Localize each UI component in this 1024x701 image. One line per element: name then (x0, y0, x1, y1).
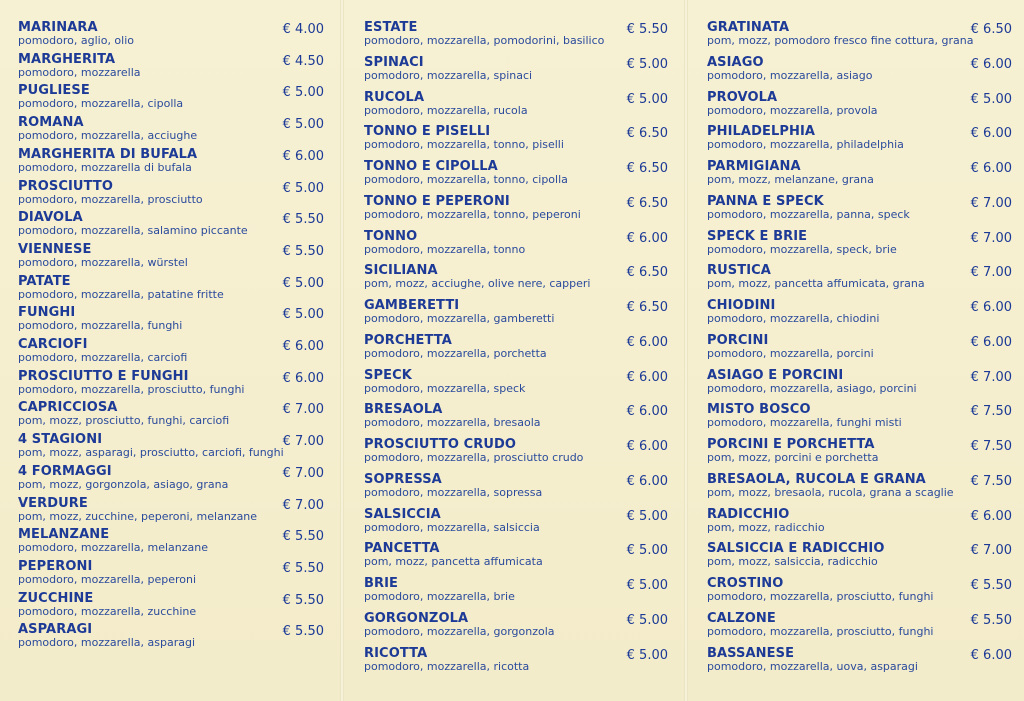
item-price: € 6.00 (970, 56, 1012, 72)
item-ingredients: pomodoro, mozzarella, melanzane (18, 541, 209, 555)
item-name: CAPRICCIOSA (18, 400, 118, 416)
menu-item (364, 507, 668, 541)
item-ingredients: pomodoro, mozzarella, prosciutto, funghi (707, 590, 934, 603)
item-price: € 5.50 (282, 243, 324, 259)
item-ingredients: pomodoro, mozzarella, chiodini (707, 312, 880, 325)
item-price: € 5.50 (282, 624, 324, 640)
menu-column-3 (688, 0, 1024, 701)
item-ingredients: pomodoro, mozzarella, tonno, piselli (364, 138, 564, 152)
item-ingredients: pomodoro, mozzarella, zucchine (18, 604, 197, 618)
item-name: MELANZANE (18, 527, 110, 543)
item-name: GRATINATA (707, 20, 790, 35)
menu-item (707, 229, 1012, 263)
item-name: SOPRESSA (364, 471, 442, 487)
item-ingredients: pom, mozz, bresaola, rucola, grana a scaglie (707, 485, 954, 499)
item-price: € 5.50 (282, 560, 324, 576)
menu-item (364, 229, 668, 263)
item-name: FUNGHI (18, 305, 76, 321)
item-price: € 5.00 (626, 543, 668, 559)
item-price: € 6.00 (970, 508, 1012, 524)
item-name: MARINARA (18, 20, 98, 35)
item-price: € 6.50 (970, 22, 1012, 37)
item-ingredients: pomodoro, mozzarella, pomodorini, basilico (364, 34, 605, 47)
item-name: GAMBERETTI (364, 298, 460, 313)
item-price: € 6.00 (626, 334, 668, 350)
item-name: SICILIANA (364, 263, 438, 279)
menu-item (707, 611, 1012, 645)
item-name: ASIAGO (707, 54, 764, 70)
item-name: SALSICCIA (364, 506, 441, 522)
item-ingredients: pomodoro, mozzarella, asiago (707, 68, 873, 82)
item-name: ESTATE (364, 20, 418, 35)
item-price: € 5.00 (282, 85, 324, 101)
item-name: RUCOLA (364, 89, 425, 105)
item-ingredients: pomodoro, mozzarella, patatine fritte (18, 287, 224, 301)
item-name: BRIE (364, 576, 399, 591)
item-ingredients: pomodoro, mozzarella, funghi (18, 319, 183, 333)
item-ingredients: pomodoro, mozzarella (18, 65, 141, 79)
menu-item (18, 527, 324, 561)
item-ingredients: pomodoro, mozzarella, philadelphia (707, 138, 904, 152)
item-price: € 6.00 (282, 339, 324, 354)
menu-item (707, 472, 1012, 506)
menu-item (707, 124, 1012, 158)
item-price: € 6.50 (626, 195, 668, 211)
item-price: € 7.50 (970, 473, 1012, 489)
item-ingredients: pomodoro, mozzarella, ricotta (364, 659, 530, 673)
item-price: € 5.00 (282, 275, 324, 291)
item-price: € 5.50 (282, 212, 324, 228)
item-price: € 5.50 (282, 529, 324, 545)
item-name: 4 STAGIONI (18, 432, 103, 448)
item-ingredients: pom, mozz, pancetta affumicata (364, 555, 543, 569)
item-ingredients: pom, mozz, gorgonzola, asiago, grana (18, 477, 229, 491)
menu-item (364, 298, 668, 332)
item-ingredients: pomodoro, mozzarella, spinaci (364, 68, 533, 82)
menu-item (707, 541, 1012, 575)
item-name: PORCHETTA (364, 332, 452, 348)
menu-item (364, 20, 668, 54)
item-ingredients: pomodoro, mozzarella, porchetta (364, 346, 547, 360)
menu-item (707, 263, 1012, 297)
item-ingredients: pomodoro, mozzarella, porcini (707, 346, 874, 360)
item-ingredients: pomodoro, mozzarella, tonno (364, 242, 526, 256)
item-name: SPECK E BRIE (707, 228, 808, 244)
item-price: € 5.00 (626, 508, 668, 524)
item-price: € 5.00 (282, 307, 324, 323)
item-name: ROMANA (18, 115, 84, 131)
item-ingredients: pomodoro, mozzarella, asparagi (18, 636, 195, 650)
menu-item (18, 559, 324, 593)
menu-item (707, 368, 1012, 402)
menu-item (707, 576, 1012, 610)
item-ingredients: pomodoro, mozzarella, provola (707, 103, 878, 117)
item-name: RUSTICA (707, 263, 771, 279)
item-price: € 5.50 (282, 592, 324, 608)
item-name: PROVOLA (707, 89, 778, 105)
item-price: € 7.00 (970, 543, 1012, 559)
menu-item (18, 591, 324, 625)
item-name: PEPERONI (18, 558, 93, 574)
item-ingredients: pomodoro, mozzarella, prosciutto, funghi (18, 382, 245, 396)
item-name: PROSCIUTTO (18, 178, 113, 194)
item-price: € 6.00 (970, 300, 1012, 315)
item-name: DIAVOLA (18, 210, 83, 226)
menu-item (18, 496, 324, 530)
menu-item (364, 159, 668, 193)
menu-item (364, 368, 668, 402)
menu-item (18, 147, 324, 181)
menu-item (18, 52, 324, 86)
item-ingredients: pomodoro, mozzarella, carciofi (18, 351, 188, 364)
item-name: PARMIGIANA (707, 159, 801, 174)
item-price: € 5.00 (282, 117, 324, 133)
menu-item (18, 83, 324, 117)
menu-item (364, 194, 668, 228)
item-ingredients: pom, mozz, asparagi, prosciutto, carciofi, funghi (18, 446, 284, 460)
item-ingredients: pomodoro, mozzarella, tonno, cipolla (364, 173, 568, 186)
item-price: € 4.50 (282, 53, 324, 69)
item-name: TONNO (364, 228, 418, 244)
menu-item (707, 194, 1012, 228)
item-name: PANCETTA (364, 541, 440, 557)
item-name: CHIODINI (707, 298, 776, 313)
item-ingredients: pomodoro, mozzarella, prosciutto (18, 192, 203, 206)
item-price: € 6.00 (970, 647, 1012, 663)
item-ingredients: pom, mozz, porcini e porchetta (707, 451, 879, 464)
item-price: € 5.00 (626, 91, 668, 107)
item-price: € 7.00 (282, 434, 324, 450)
item-ingredients: pomodoro, mozzarella, salsiccia (364, 520, 540, 534)
menu-item (707, 298, 1012, 332)
item-price: € 6.50 (626, 161, 668, 176)
item-price: € 4.00 (282, 22, 324, 37)
item-ingredients: pomodoro, mozzarella, funghi misti (707, 416, 902, 430)
item-ingredients: pomodoro, aglio, olio (18, 34, 135, 47)
menu-item (18, 305, 324, 339)
menu-item (364, 437, 668, 471)
item-price: € 5.00 (626, 612, 668, 628)
item-price: € 6.50 (626, 126, 668, 142)
item-price: € 6.00 (626, 439, 668, 454)
item-ingredients: pomodoro, mozzarella, speck, brie (707, 242, 897, 256)
item-price: € 6.00 (970, 334, 1012, 350)
menu-item (364, 541, 668, 575)
menu-item (707, 55, 1012, 89)
item-name: CARCIOFI (18, 337, 88, 352)
menu-item (707, 20, 1012, 54)
item-ingredients: pomodoro, mozzarella, prosciutto, funghi (707, 624, 934, 638)
item-name: 4 FORMAGGI (18, 463, 112, 479)
item-ingredients: pom, mozz, pancetta affumicata, grana (707, 277, 925, 291)
item-name: BRESAOLA, RUCOLA E GRANA (707, 471, 926, 487)
menu-item (364, 90, 668, 124)
menu-item (18, 622, 324, 656)
item-ingredients: pomodoro, mozzarella, sopressa (364, 485, 543, 499)
item-name: PHILADELPHIA (707, 124, 816, 140)
menu-item (18, 242, 324, 276)
item-price: € 5.00 (970, 91, 1012, 107)
item-name: BRESAOLA (364, 402, 443, 418)
item-name: SPECK (364, 367, 412, 383)
item-name: MARGHERITA (18, 51, 116, 67)
menu-item (364, 402, 668, 436)
item-name: VIENNESE (18, 241, 92, 257)
item-price: € 7.50 (970, 404, 1012, 420)
menu-item (18, 369, 324, 403)
item-price: € 7.00 (970, 369, 1012, 385)
item-ingredients: pom, mozz, salsiccia, radicchio (707, 555, 878, 569)
item-ingredients: pomodoro, mozzarella, uova, asparagi (707, 659, 918, 673)
menu-item (364, 472, 668, 506)
item-name: RICOTTA (364, 645, 428, 661)
item-price: € 6.50 (626, 300, 668, 315)
item-price: € 5.00 (282, 180, 324, 196)
item-ingredients: pomodoro, mozzarella, panna, speck (707, 207, 910, 221)
item-name: MARGHERITA DI BUFALA (18, 146, 198, 162)
item-ingredients: pom, mozz, pomodoro fresco fine cottura, grana (707, 34, 974, 47)
item-name: SALSICCIA E RADICCHIO (707, 541, 885, 557)
item-ingredients: pomodoro, mozzarella, salamino piccante (18, 224, 248, 238)
menu-item (18, 337, 324, 371)
menu-item (707, 90, 1012, 124)
item-name: PORCINI E PORCHETTA (707, 437, 875, 452)
item-price: € 7.00 (970, 195, 1012, 211)
menu-item (18, 20, 324, 54)
menu-item (18, 464, 324, 498)
item-ingredients: pom, mozz, radicchio (707, 520, 825, 534)
menu-item (18, 210, 324, 244)
item-price: € 6.00 (282, 148, 324, 164)
item-price: € 6.00 (970, 126, 1012, 142)
item-name: SPINACI (364, 54, 424, 70)
item-price: € 6.00 (626, 404, 668, 420)
item-name: VERDURE (18, 495, 88, 511)
item-price: € 7.00 (282, 402, 324, 418)
menu-item (364, 333, 668, 367)
item-ingredients: pomodoro, mozzarella di bufala (18, 160, 192, 174)
menu-item (364, 611, 668, 645)
item-ingredients: pomodoro, mozzarella, acciughe (18, 129, 198, 143)
menu-item (364, 124, 668, 158)
menu-item (707, 402, 1012, 436)
menu-item (707, 646, 1012, 680)
item-price: € 5.00 (626, 578, 668, 593)
menu-item (18, 179, 324, 213)
item-price: € 6.00 (970, 161, 1012, 176)
item-price: € 7.00 (970, 265, 1012, 281)
item-ingredients: pomodoro, mozzarella, gamberetti (364, 312, 555, 325)
item-name: ASIAGO E PORCINI (707, 367, 844, 383)
item-ingredients: pomodoro, mozzarella, prosciutto crudo (364, 451, 584, 464)
item-price: € 6.50 (626, 265, 668, 281)
item-name: ASPARAGI (18, 622, 93, 638)
item-ingredients: pomodoro, mozzarella, tonno, peperoni (364, 207, 581, 221)
item-ingredients: pomodoro, mozzarella, gorgonzola (364, 624, 555, 638)
item-ingredients: pomodoro, mozzarella, brie (364, 590, 515, 603)
item-name: BASSANESE (707, 645, 795, 661)
item-ingredients: pomodoro, mozzarella, rucola (364, 103, 528, 117)
item-name: PANNA E SPECK (707, 193, 824, 209)
item-name: PORCINI (707, 332, 769, 348)
item-name: TONNO E PISELLI (364, 124, 491, 140)
item-ingredients: pomodoro, mozzarella, asiago, porcini (707, 381, 917, 395)
menu-item (707, 437, 1012, 471)
item-name: ZUCCHINE (18, 590, 94, 606)
item-name: PATATE (18, 273, 71, 289)
item-name: RADICCHIO (707, 506, 790, 522)
item-price: € 5.50 (970, 578, 1012, 593)
item-ingredients: pom, mozz, prosciutto, funghi, carciofi (18, 414, 230, 428)
menu-item (707, 333, 1012, 367)
item-price: € 6.00 (282, 370, 324, 386)
item-name: PUGLIESE (18, 83, 90, 99)
item-ingredients: pomodoro, mozzarella, bresaola (364, 416, 541, 430)
menu-column-1 (0, 0, 340, 701)
menu-item (18, 432, 324, 466)
item-ingredients: pomodoro, mozzarella, würstel (18, 255, 188, 269)
item-price: € 5.00 (626, 647, 668, 663)
item-name: TONNO E PEPERONI (364, 193, 510, 209)
item-price: € 7.00 (282, 497, 324, 513)
menu-column-2 (344, 0, 684, 701)
menu-item (364, 576, 668, 610)
item-price: € 5.50 (970, 612, 1012, 628)
menu-item (707, 159, 1012, 193)
item-ingredients: pom, mozz, melanzane, grana (707, 173, 874, 186)
item-name: MISTO BOSCO (707, 402, 811, 418)
menu-item (364, 55, 668, 89)
item-name: TONNO E CIPOLLA (364, 159, 498, 174)
menu-item (364, 263, 668, 297)
menu-item (707, 507, 1012, 541)
item-price: € 7.50 (970, 439, 1012, 454)
item-ingredients: pom, mozz, acciughe, olive nere, capperi (364, 277, 591, 291)
item-ingredients: pomodoro, mozzarella, cipolla (18, 97, 184, 111)
item-price: € 6.00 (626, 473, 668, 489)
item-price: € 5.00 (626, 56, 668, 72)
menu-item (18, 274, 324, 308)
item-price: € 6.00 (626, 369, 668, 385)
menu-item (364, 646, 668, 680)
item-ingredients: pomodoro, mozzarella, speck (364, 381, 526, 395)
item-name: PROSCIUTTO CRUDO (364, 437, 517, 452)
item-name: CROSTINO (707, 576, 784, 591)
item-name: CALZONE (707, 610, 776, 626)
item-price: € 7.00 (282, 465, 324, 481)
item-price: € 7.00 (970, 230, 1012, 246)
item-price: € 6.00 (626, 230, 668, 246)
item-price: € 5.50 (626, 22, 668, 37)
item-name: GORGONZOLA (364, 610, 469, 626)
menu-item (18, 400, 324, 434)
item-ingredients: pom, mozz, zucchine, peperoni, melanzane (18, 509, 258, 523)
item-ingredients: pomodoro, mozzarella, peperoni (18, 572, 197, 586)
item-name: PROSCIUTTO E FUNGHI (18, 368, 189, 384)
menu-item (18, 115, 324, 149)
